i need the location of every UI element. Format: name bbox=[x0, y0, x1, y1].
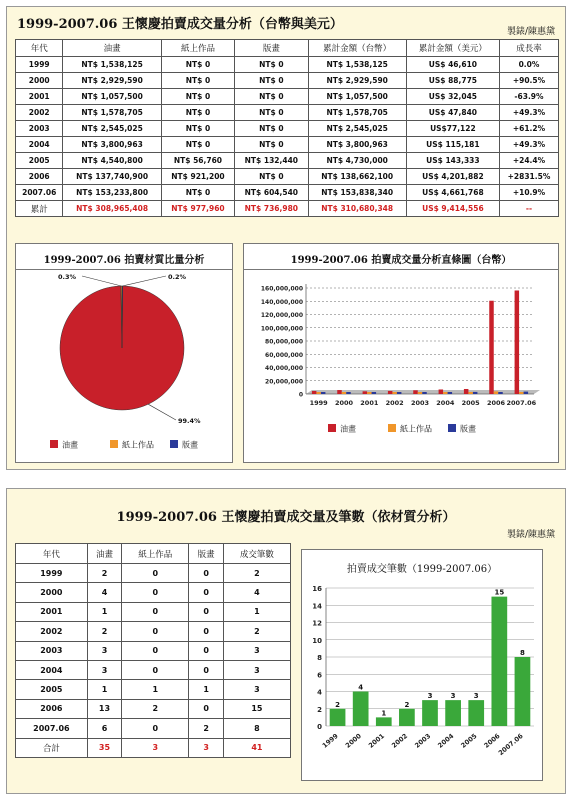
sales-table-cell: NT$ 0 bbox=[235, 169, 308, 185]
sales-table-total-cell: US$ 9,414,556 bbox=[406, 201, 499, 217]
count-table-cell: 1 bbox=[122, 680, 189, 699]
sales-table-row bbox=[16, 185, 559, 201]
count-table-cell: 6 bbox=[87, 719, 122, 738]
count-table-cell: 2006 bbox=[16, 699, 88, 718]
sales-table-cell: NT$ 0 bbox=[235, 89, 308, 105]
count-table-cell: 8 bbox=[223, 719, 290, 738]
sales-table-header-cell: 累計金額（台幣） bbox=[308, 40, 406, 57]
sales-table-row bbox=[16, 169, 559, 185]
sales-table-row bbox=[16, 137, 559, 153]
sales-table-cell: 2006 bbox=[16, 169, 63, 185]
count-table-cell: 0 bbox=[189, 641, 224, 660]
sales-table-cell: US$77,122 bbox=[406, 121, 499, 137]
count-table-cell: 0 bbox=[189, 583, 224, 602]
legend-label-print: 版畫 bbox=[182, 440, 198, 450]
x-tick-label: 2004 bbox=[436, 399, 455, 407]
x-tick-label: 2001 bbox=[366, 731, 386, 750]
bar-print-2004 bbox=[448, 392, 453, 394]
count-bar-chart bbox=[302, 580, 542, 780]
bar-oil-2002 bbox=[388, 391, 393, 394]
count-table-cell: 1 bbox=[223, 602, 290, 621]
count-table-cell: 2 bbox=[189, 719, 224, 738]
x-tick-label: 2003 bbox=[413, 731, 433, 750]
y-tick-label: 100,000,000 bbox=[260, 325, 303, 333]
sales-table-cell: NT$ 1,538,125 bbox=[308, 57, 406, 73]
sales-table-cell: NT$ 2,929,590 bbox=[63, 73, 161, 89]
sales-table-header-cell: 紙上作品 bbox=[161, 40, 234, 57]
x-tick-label: 2005 bbox=[461, 399, 480, 407]
sales-table-cell: NT$ 4,540,800 bbox=[63, 153, 161, 169]
count-table-cell: 1 bbox=[87, 602, 122, 621]
sales-table-row bbox=[16, 57, 559, 73]
bar-paper-2001 bbox=[367, 392, 372, 394]
sales-table-cell: US$ 46,610 bbox=[406, 57, 499, 73]
sales-table-cell: NT$ 0 bbox=[161, 185, 234, 201]
sales-table-header-cell: 版畫 bbox=[235, 40, 308, 57]
count-table-row bbox=[16, 564, 291, 583]
sales-table-cell: 2004 bbox=[16, 137, 63, 153]
sales-table-cell: NT$ 0 bbox=[235, 105, 308, 121]
x-tick-label: 1999 bbox=[320, 731, 340, 750]
sales-table-total-cell: NT$ 308,965,408 bbox=[63, 201, 161, 217]
sales-table-cell: NT$ 1,057,500 bbox=[308, 89, 406, 105]
legend-label-paper: 紙上作品 bbox=[122, 440, 154, 450]
pie-chart-title: 1999-2007.06 拍賣材質比量分析 bbox=[43, 255, 205, 266]
count-table-cell: 0 bbox=[189, 622, 224, 641]
count-table-cell: 2000 bbox=[16, 583, 88, 602]
sales-table-cell: 2000 bbox=[16, 73, 63, 89]
sales-table-cell: NT$ 1,538,125 bbox=[63, 57, 161, 73]
count-table-row bbox=[16, 680, 291, 699]
count-table-cell: 0 bbox=[122, 564, 189, 583]
bar-oil-2004 bbox=[439, 389, 444, 394]
panel1-title: 1999-2007.06 王懷慶拍賣成交量分析（台幣與美元） bbox=[17, 17, 343, 32]
x-tick-label: 2003 bbox=[410, 399, 430, 407]
count-table-cell: 2 bbox=[223, 622, 290, 641]
pie-label-print: 0.2% bbox=[168, 273, 187, 281]
count-table-cell: 0 bbox=[122, 583, 189, 602]
count-table-cell: 0 bbox=[189, 699, 224, 718]
count-data-label: 8 bbox=[520, 649, 525, 657]
legend-label-oil: 油畫 bbox=[62, 440, 78, 450]
count-bar-chart-box bbox=[301, 549, 543, 781]
sales-table-cell: NT$ 0 bbox=[235, 73, 308, 89]
twd-bar-chart-title: 1999-2007.06 拍賣成交量分析直條圖（台幣） bbox=[290, 255, 512, 266]
legend-swatch-paper bbox=[388, 424, 396, 432]
count-table-total-cell: 合計 bbox=[16, 738, 88, 757]
count-table-cell: 0 bbox=[122, 602, 189, 621]
count-table bbox=[15, 543, 291, 758]
bar-paper-2007.06 bbox=[519, 392, 524, 394]
bar-paper-2004 bbox=[443, 392, 448, 394]
sales-table-cell: +10.9% bbox=[499, 185, 558, 201]
bar-print-2002 bbox=[397, 392, 402, 394]
bar-print-2006 bbox=[498, 392, 503, 394]
sales-table-cell: +49.3% bbox=[499, 105, 558, 121]
count-table-cell: 0 bbox=[122, 641, 189, 660]
sales-table-cell: NT$ 0 bbox=[161, 89, 234, 105]
count-table-total-cell: 3 bbox=[189, 738, 224, 757]
count-table-cell: 2 bbox=[87, 564, 122, 583]
count-table-header bbox=[16, 544, 291, 564]
sales-table-cell: -63.9% bbox=[499, 89, 558, 105]
count-table-cell: 2 bbox=[87, 622, 122, 641]
count-table-cell: 15 bbox=[223, 699, 290, 718]
count-table-cell: 3 bbox=[223, 680, 290, 699]
count-table-row bbox=[16, 641, 291, 660]
sales-table-cell: NT$ 0 bbox=[161, 121, 234, 137]
twd-bar-chart-box bbox=[243, 243, 559, 463]
count-bar-2002 bbox=[399, 709, 415, 726]
count-table-header-cell: 年代 bbox=[16, 544, 88, 564]
count-table-cell: 0 bbox=[122, 622, 189, 641]
sales-table-row bbox=[16, 89, 559, 105]
count-table-cell: 3 bbox=[87, 660, 122, 679]
sales-table-cell: NT$ 1,057,500 bbox=[63, 89, 161, 105]
y-tick-label: 14 bbox=[312, 602, 322, 611]
sales-table-header-cell: 油畫 bbox=[63, 40, 161, 57]
count-table-cell: 4 bbox=[223, 583, 290, 602]
count-data-label: 3 bbox=[450, 692, 456, 701]
panel1-credit: 製錶/陳惠黛 bbox=[506, 27, 555, 37]
x-tick-label: 2006 bbox=[482, 731, 502, 750]
sales-table-header-cell: 累計金額（美元） bbox=[406, 40, 499, 57]
sales-table-total-cell: -- bbox=[499, 201, 558, 217]
count-data-label: 4 bbox=[358, 683, 364, 692]
legend-swatch-paper bbox=[110, 440, 118, 448]
sales-table-cell: NT$ 604,540 bbox=[235, 185, 308, 201]
sales-table-cell: 2007.06 bbox=[16, 185, 63, 201]
count-table-row bbox=[16, 699, 291, 718]
sales-table-cell: US$ 4,201,882 bbox=[406, 169, 499, 185]
pie-label-paper: 0.3% bbox=[58, 273, 77, 281]
count-bar-2006 bbox=[491, 597, 507, 726]
sales-table-row bbox=[16, 153, 559, 169]
bar-paper-2002 bbox=[392, 392, 397, 394]
count-table-cell: 3 bbox=[223, 660, 290, 679]
legend-swatch-oil bbox=[50, 440, 58, 448]
sales-table-total-cell: 累計 bbox=[16, 201, 63, 217]
count-bar-2004 bbox=[445, 700, 461, 726]
x-tick-label: 2006 bbox=[486, 399, 506, 407]
sales-table bbox=[15, 39, 559, 217]
sales-table-header-cell: 年代 bbox=[16, 40, 63, 57]
count-table-cell: 1 bbox=[189, 680, 224, 699]
bar-oil-2003 bbox=[413, 390, 418, 394]
sales-table-header bbox=[16, 40, 559, 57]
count-table-total-cell: 3 bbox=[122, 738, 189, 757]
count-data-label: 2 bbox=[335, 700, 340, 709]
count-table-header-cell: 成交筆數 bbox=[223, 544, 290, 564]
y-tick-label: 8 bbox=[317, 654, 322, 662]
count-table-cell: 3 bbox=[223, 641, 290, 660]
count-table-row bbox=[16, 660, 291, 679]
count-data-label: 2 bbox=[404, 700, 410, 709]
y-tick-label: 120,000,000 bbox=[260, 312, 303, 319]
x-tick-label: 1999 bbox=[309, 399, 328, 407]
sales-table-cell: NT$ 137,740,900 bbox=[63, 169, 161, 185]
sales-table-cell: US$ 4,661,768 bbox=[406, 185, 499, 201]
legend-swatch-print bbox=[170, 440, 178, 448]
sales-table-cell: NT$ 1,578,705 bbox=[308, 105, 406, 121]
y-tick-label: 80,000,000 bbox=[265, 338, 303, 346]
count-bar-2007.06 bbox=[515, 657, 531, 726]
x-tick-label: 2000 bbox=[334, 399, 354, 407]
sales-table-cell: NT$ 153,838,340 bbox=[308, 185, 406, 201]
sales-analysis-panel bbox=[6, 6, 566, 470]
count-table-row bbox=[16, 622, 291, 641]
sales-table-cell: NT$ 0 bbox=[161, 137, 234, 153]
bar-paper-2003 bbox=[418, 392, 423, 394]
sales-table-total-row bbox=[16, 201, 559, 217]
y-tick-label: 16 bbox=[312, 585, 322, 593]
bar-print-2007.06 bbox=[524, 392, 529, 394]
count-bar-2000 bbox=[353, 692, 369, 727]
sales-table-total-cell: NT$ 977,960 bbox=[161, 201, 234, 217]
legend-label-paper: 紙上作品 bbox=[400, 424, 432, 434]
pie-chart-box bbox=[15, 243, 233, 463]
sales-table-cell: NT$ 0 bbox=[235, 121, 308, 137]
sales-table-cell: US$ 47,840 bbox=[406, 105, 499, 121]
sales-table-cell: NT$ 56,760 bbox=[161, 153, 234, 169]
sales-table-cell: +90.5% bbox=[499, 73, 558, 89]
count-table-cell: 0 bbox=[189, 564, 224, 583]
count-bar-2005 bbox=[468, 700, 484, 726]
sales-table-total-cell: NT$ 310,680,348 bbox=[308, 201, 406, 217]
count-table-cell: 0 bbox=[189, 660, 224, 679]
count-table-header-cell: 紙上作品 bbox=[122, 544, 189, 564]
count-table-header-cell: 油畫 bbox=[87, 544, 122, 564]
count-table-cell: 0 bbox=[189, 602, 224, 621]
sales-table-cell: NT$ 3,800,963 bbox=[63, 137, 161, 153]
count-table-cell: 2001 bbox=[16, 602, 88, 621]
bar-oil-2001 bbox=[363, 391, 368, 394]
sales-table-header-cell: 成長率 bbox=[499, 40, 558, 57]
sales-table-cell: 0.0% bbox=[499, 57, 558, 73]
pie-chart bbox=[16, 270, 232, 462]
y-tick-label: 140,000,000 bbox=[260, 298, 303, 306]
count-table-cell: 4 bbox=[87, 583, 122, 602]
bar-oil-2006 bbox=[489, 301, 494, 394]
count-data-label: 1 bbox=[381, 709, 387, 718]
bar-print-2005 bbox=[473, 392, 478, 394]
bar-oil-2000 bbox=[337, 390, 342, 394]
sales-table-cell: NT$ 132,440 bbox=[235, 153, 308, 169]
y-tick-label: 0 bbox=[317, 723, 322, 731]
twd-bar-chart bbox=[244, 270, 558, 462]
y-tick-label: 2 bbox=[317, 705, 322, 714]
y-tick-label: 10 bbox=[312, 636, 322, 645]
sales-table-cell: NT$ 3,800,963 bbox=[308, 137, 406, 153]
bar-paper-2000 bbox=[342, 392, 347, 394]
sales-table-cell: NT$ 0 bbox=[161, 57, 234, 73]
sales-table-cell: +49.3% bbox=[499, 137, 558, 153]
sales-table-cell: +61.2% bbox=[499, 121, 558, 137]
y-tick-label: 160,000,000 bbox=[260, 285, 303, 293]
count-table-total-row bbox=[16, 738, 291, 757]
sales-table-row bbox=[16, 73, 559, 89]
x-tick-label: 2001 bbox=[360, 399, 379, 407]
sales-table-cell: US$ 115,181 bbox=[406, 137, 499, 153]
count-table-cell: 2 bbox=[122, 699, 189, 718]
sales-table-cell: NT$ 921,200 bbox=[161, 169, 234, 185]
sales-table-row bbox=[16, 105, 559, 121]
count-table-row bbox=[16, 583, 291, 602]
count-analysis-panel bbox=[6, 488, 566, 794]
x-tick-label: 2005 bbox=[459, 731, 479, 750]
count-table-cell: 2003 bbox=[16, 641, 88, 660]
legend-label-oil: 油畫 bbox=[340, 424, 356, 434]
count-table-total-cell: 41 bbox=[223, 738, 290, 757]
sales-table-cell: NT$ 2,545,025 bbox=[63, 121, 161, 137]
y-tick-label: 40,000,000 bbox=[265, 365, 303, 372]
count-bar-2003 bbox=[422, 700, 438, 726]
bar-paper-2006 bbox=[494, 391, 499, 394]
x-tick-label: 2004 bbox=[436, 731, 456, 750]
y-tick-label: 20,000,000 bbox=[265, 378, 303, 386]
count-table-cell: 2 bbox=[223, 564, 290, 583]
pie-label-oil: 99.4% bbox=[178, 417, 201, 425]
count-bar-chart-title: 拍賣成交筆數（1999-2007.06） bbox=[346, 564, 498, 575]
legend-label-print: 版畫 bbox=[460, 424, 476, 434]
count-table-header-cell: 版畫 bbox=[189, 544, 224, 564]
count-table-cell: 2007.06 bbox=[16, 719, 88, 738]
sales-table-cell: NT$ 1,578,705 bbox=[63, 105, 161, 121]
sales-table-cell: 2001 bbox=[16, 89, 63, 105]
sales-table-cell: US$ 32,045 bbox=[406, 89, 499, 105]
count-table-total-cell: 35 bbox=[87, 738, 122, 757]
x-tick-label: 2002 bbox=[390, 731, 410, 750]
count-table-cell: 13 bbox=[87, 699, 122, 718]
count-table-row bbox=[16, 602, 291, 621]
count-table-cell: 2005 bbox=[16, 680, 88, 699]
x-tick-label: 2000 bbox=[343, 731, 363, 750]
sales-table-cell: NT$ 0 bbox=[161, 73, 234, 89]
count-table-cell: 3 bbox=[87, 641, 122, 660]
sales-table-cell: 1999 bbox=[16, 57, 63, 73]
y-tick-label: 4 bbox=[317, 688, 322, 697]
bar-paper-1999 bbox=[316, 392, 321, 394]
count-data-label: 3 bbox=[427, 692, 433, 701]
y-tick-label: 6 bbox=[317, 671, 322, 680]
sales-table-cell: +24.4% bbox=[499, 153, 558, 169]
panel2-credit: 製錶/陳惠黛 bbox=[506, 530, 555, 540]
bar-oil-1999 bbox=[312, 391, 317, 394]
bar-oil-2007.06 bbox=[515, 290, 520, 394]
sales-table-cell: 2003 bbox=[16, 121, 63, 137]
count-bar-1999 bbox=[330, 709, 346, 726]
sales-table-row bbox=[16, 121, 559, 137]
bar-oil-2005 bbox=[464, 389, 469, 394]
bar-print-1999 bbox=[321, 392, 326, 394]
y-tick-label: 12 bbox=[312, 619, 322, 628]
x-tick-label: 2002 bbox=[385, 399, 404, 407]
count-table-cell: 0 bbox=[122, 660, 189, 679]
count-bar-2001 bbox=[376, 717, 392, 726]
bar-paper-2005 bbox=[468, 392, 473, 394]
count-table-cell: 1 bbox=[87, 680, 122, 699]
bar-print-2003 bbox=[422, 392, 427, 394]
count-table-cell: 0 bbox=[122, 719, 189, 738]
legend-swatch-print bbox=[448, 424, 456, 432]
sales-table-cell: NT$ 0 bbox=[235, 57, 308, 73]
sales-table-cell: 2002 bbox=[16, 105, 63, 121]
x-tick-label: 2007.06 bbox=[506, 399, 537, 407]
sales-table-cell: 2005 bbox=[16, 153, 63, 169]
sales-table-cell: NT$ 2,545,025 bbox=[308, 121, 406, 137]
count-table-cell: 1999 bbox=[16, 564, 88, 583]
bar-print-2000 bbox=[346, 392, 351, 394]
count-table-cell: 2002 bbox=[16, 622, 88, 641]
panel2-title: 1999-2007.06 王懷慶拍賣成交量及筆數（依材質分析） bbox=[116, 510, 456, 525]
x-tick-label: 2007.06 bbox=[496, 731, 525, 758]
y-tick-label: 60,000,000 bbox=[265, 351, 303, 359]
sales-table-cell: US$ 88,775 bbox=[406, 73, 499, 89]
sales-table-cell: +2831.5% bbox=[499, 169, 558, 185]
count-data-label: 3 bbox=[473, 692, 479, 701]
sales-table-total-cell: NT$ 736,980 bbox=[235, 201, 308, 217]
count-table-row bbox=[16, 719, 291, 738]
count-data-label: 15 bbox=[494, 588, 505, 597]
sales-table-cell: US$ 143,333 bbox=[406, 153, 499, 169]
sales-table-cell: NT$ 2,929,590 bbox=[308, 73, 406, 89]
count-table-cell: 2004 bbox=[16, 660, 88, 679]
bar-print-2001 bbox=[372, 392, 377, 394]
sales-table-cell: NT$ 153,233,800 bbox=[63, 185, 161, 201]
sales-table-cell: NT$ 0 bbox=[235, 137, 308, 153]
y-tick-label: 0 bbox=[298, 391, 303, 399]
sales-table-cell: NT$ 4,730,000 bbox=[308, 153, 406, 169]
legend-swatch-oil bbox=[328, 424, 336, 432]
sales-table-cell: NT$ 0 bbox=[161, 105, 234, 121]
sales-table-cell: NT$ 138,662,100 bbox=[308, 169, 406, 185]
